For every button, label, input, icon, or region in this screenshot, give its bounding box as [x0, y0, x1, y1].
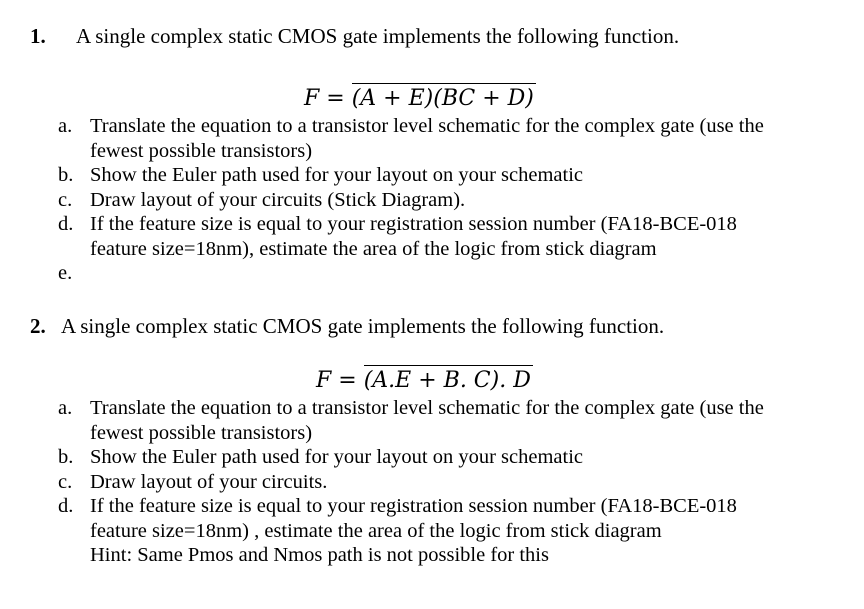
- equation-lhs: F =: [304, 86, 345, 111]
- list-item-text: If the feature size is equal to your registration session number (FA18-BCE-018: [90, 213, 737, 235]
- question-2-heading: [30, 314, 830, 338]
- list-item: [58, 445, 838, 470]
- list-item: [58, 188, 838, 213]
- equation-rhs: (A.E + B. C). D: [363, 368, 531, 393]
- list-item-text: Translate the equation to a transistor level schematic for the complex gate (use the: [90, 115, 764, 137]
- list-item-letter: e.: [58, 262, 73, 284]
- question-2-intro: A single complex static CMOS gate implements the following function.: [61, 314, 665, 338]
- list-item: [58, 114, 838, 163]
- list-item-text: fewest possible transistors): [90, 421, 313, 444]
- list-item-letter: b.: [58, 446, 74, 468]
- list-item-text: Show the Euler path used for your layout on your schematic: [90, 446, 584, 468]
- list-item: [58, 212, 838, 261]
- question-1-equation: [304, 86, 534, 112]
- list-item: [58, 261, 838, 286]
- equation-lhs: F =: [316, 368, 357, 393]
- list-item-text: feature size=18nm) , estimate the area of the logic from stick diagram: [90, 519, 662, 542]
- list-item-text: If the feature size is equal to your registration session number (FA18-BCE-018: [90, 495, 737, 517]
- equation-rhs: (A + E)(BC + D): [351, 86, 534, 111]
- list-item-letter: d.: [58, 495, 74, 517]
- question-1-number: 1.: [30, 24, 46, 48]
- list-item-text: Draw layout of your circuits (Stick Diagram).: [90, 188, 466, 211]
- question-2-equation: [316, 368, 531, 394]
- list-item-text: fewest possible transistors): [90, 139, 313, 162]
- list-item-letter: c.: [58, 188, 73, 211]
- list-item-text: Translate the equation to a transistor level schematic for the complex gate (use the: [90, 397, 764, 419]
- question-2-number: 2.: [30, 314, 46, 338]
- list-item-letter: c.: [58, 470, 73, 493]
- question-1-heading: [30, 24, 830, 48]
- list-item-text: Draw layout of your circuits.: [90, 470, 328, 493]
- question-1-intro: A single complex static CMOS gate implements the following function.: [76, 24, 680, 48]
- list-item-letter: a.: [58, 115, 73, 137]
- list-item: [58, 470, 838, 495]
- list-item-letter: d.: [58, 213, 74, 235]
- list-item-text: Hint: Same Pmos and Nmos path is not possible for this: [90, 544, 549, 566]
- list-item-letter: b.: [58, 164, 74, 186]
- list-item-text: feature size=18nm), estimate the area of the logic from stick diagram: [90, 237, 657, 260]
- list-item-letter: a.: [58, 397, 73, 419]
- list-item: [58, 494, 838, 568]
- list-item-text: Show the Euler path used for your layout on your schematic: [90, 164, 584, 186]
- list-item: [58, 396, 838, 445]
- list-item: [58, 163, 838, 188]
